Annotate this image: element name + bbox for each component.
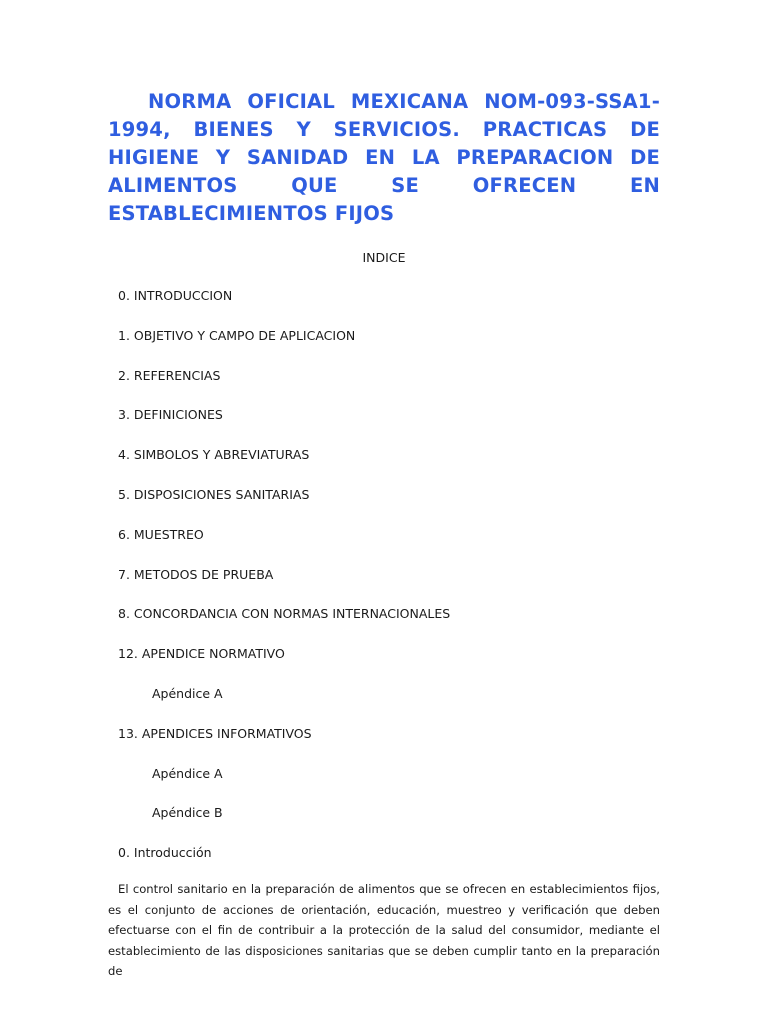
toc-item-metodos: 7. METODOS DE PRUEBA: [118, 566, 274, 582]
toc-item-concordancia: 8. CONCORDANCIA CON NORMAS INTERNACIONALES: [118, 606, 451, 622]
toc-subitem-apendice-b: Apéndice B: [152, 805, 223, 821]
toc-item-referencias: 2. REFERENCIAS: [118, 367, 221, 383]
section-heading-introduccion: 0. Introducción: [118, 845, 212, 861]
toc-subitem-apendice-a: Apéndice A: [152, 685, 223, 701]
toc-item-disposiciones: 5. DISPOSICIONES SANITARIAS: [118, 486, 310, 502]
toc-item-apendices-informativos: 13. APENDICES INFORMATIVOS: [118, 725, 312, 741]
toc-item-objetivo: 1. OBJETIVO Y CAMPO DE APLICACION: [118, 327, 356, 343]
toc-item-simbolos: 4. SIMBOLOS Y ABREVIATURAS: [118, 447, 310, 463]
toc-subitem-apendice-a: Apéndice A: [152, 765, 223, 781]
index-heading: INDICE: [362, 250, 406, 265]
document-title: NORMA OFICIAL MEXICANA NOM-093-SSA1-1994, BIENES Y SERVICIOS. PRACTICAS DE HIGIENE Y SANIDAD EN LA PREPARACION DE ALIMENTOS QUE SE OFRECEN EN ESTABLECIMIENTOS FIJOS: [108, 90, 660, 225]
toc-item-definiciones: 3. DEFINICIONES: [118, 407, 223, 423]
intro-paragraph: El control sanitario en la preparación de alimentos que se ofrecen en establecimientos fijos, es el conjunto de acciones de orientación, educación, muestreo y verificación que deben efectuarse con el fin de contribuir a la protección de la salud del consumidor, mediante el establecimiento de las disposiciones sanitarias que se deben cumplir tanto en la preparación de: [108, 882, 660, 979]
toc-item-apendice-normativo: 12. APENDICE NORMATIVO: [118, 646, 285, 662]
table-of-contents: [108, 288, 660, 821]
toc-item-muestreo: 6. MUESTREO: [118, 526, 204, 542]
toc-item-introduccion: 0. INTRODUCCION: [118, 288, 233, 303]
